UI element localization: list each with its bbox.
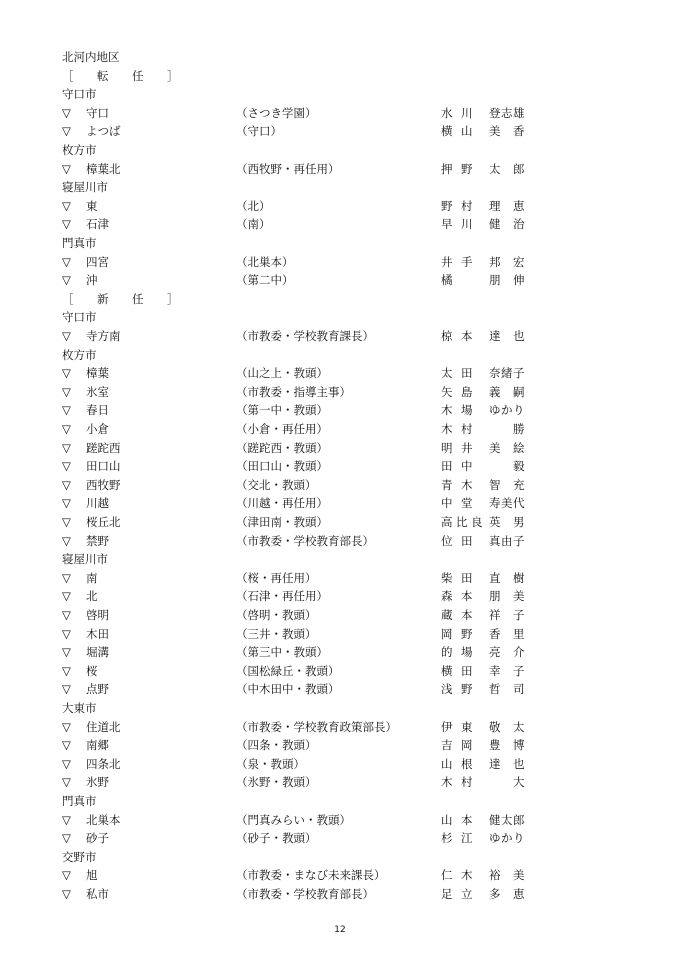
- previous-post: （守口）: [236, 124, 282, 139]
- previous-post: （国松緑丘・教頭）: [236, 663, 340, 678]
- triangle-marker: ▽: [62, 682, 71, 697]
- triangle-marker: ▽: [62, 496, 71, 511]
- list-item: [0, 532, 680, 551]
- triangle-marker: ▽: [62, 812, 71, 827]
- person-name: 水 川 登 志 雄: [441, 105, 525, 120]
- person-name: 蔵 本 祥 子: [441, 608, 525, 622]
- list-item: [0, 773, 680, 792]
- school-name: 樟葉北: [86, 161, 121, 176]
- school-name: 旭: [86, 868, 98, 883]
- school-name: 小倉: [86, 422, 109, 436]
- school-name: 禁野: [86, 533, 109, 548]
- previous-post: （交北・教頭）: [236, 477, 317, 492]
- list-item: [0, 680, 680, 699]
- city-heading: [0, 346, 680, 365]
- list-item: [0, 476, 680, 495]
- person-name: 田 中 毅: [441, 459, 525, 474]
- region-title: 北河内地区: [62, 50, 120, 64]
- list-item: [0, 829, 680, 848]
- triangle-marker: ▽: [62, 570, 71, 585]
- school-name: 南郷: [86, 738, 109, 753]
- previous-post: （啓明・教頭）: [236, 608, 317, 622]
- city-heading: [0, 792, 680, 811]
- triangle-marker: ▽: [62, 533, 71, 548]
- person-name: 位 田 真 由 子: [441, 533, 525, 548]
- triangle-marker: ▽: [62, 868, 71, 883]
- city-heading: [0, 85, 680, 104]
- list-item: [0, 718, 680, 737]
- list-item: [0, 457, 680, 476]
- triangle-marker: ▽: [62, 589, 71, 604]
- previous-post: （泉・教頭）: [236, 756, 305, 771]
- triangle-marker: ▽: [62, 273, 71, 288]
- previous-post: （桜・再任用）: [236, 570, 317, 585]
- school-name: 石津: [86, 217, 109, 232]
- school-name: 南: [86, 570, 98, 585]
- previous-post: （蹉跎西・教頭）: [236, 440, 328, 455]
- triangle-marker: ▽: [62, 719, 71, 734]
- list-item: [0, 866, 680, 885]
- page-number: 12: [334, 925, 346, 935]
- city-name: 枚方市: [62, 347, 97, 362]
- school-name: 北: [86, 589, 98, 604]
- person-name: 木 村 勝: [441, 422, 525, 436]
- triangle-marker: ▽: [62, 756, 71, 771]
- city-name: 門真市: [62, 794, 97, 808]
- person-name: 仁 木 裕 美: [441, 868, 525, 883]
- person-name: 野 村 理 恵: [441, 198, 525, 213]
- city-heading: [0, 848, 680, 867]
- previous-post: （山之上・教頭）: [236, 366, 328, 381]
- list-item: [0, 420, 680, 439]
- list-item: [0, 755, 680, 774]
- city-name: 寝屋川市: [62, 552, 108, 567]
- list-item: [0, 625, 680, 644]
- school-name: よつば: [86, 124, 121, 139]
- school-name: 守口: [86, 105, 109, 120]
- previous-post: （第三中・教頭）: [236, 645, 328, 660]
- person-name: 足 立 多 恵: [441, 887, 525, 901]
- triangle-marker: ▽: [62, 384, 71, 399]
- triangle-marker: ▽: [62, 887, 71, 901]
- school-name: 堀溝: [86, 645, 109, 660]
- previous-post: （西牧野・再任用）: [236, 161, 340, 176]
- school-name: 氷野: [86, 775, 109, 790]
- school-name: 四宮: [86, 254, 109, 269]
- person-name: 橘 朋 伸: [441, 273, 525, 288]
- city-name: 門真市: [62, 236, 97, 250]
- list-item: [0, 327, 680, 346]
- list-item: [0, 439, 680, 458]
- person-name: 押 野 太 郎: [441, 161, 525, 176]
- triangle-marker: ▽: [62, 198, 71, 213]
- triangle-marker: ▽: [62, 105, 71, 120]
- previous-post: （氷野・教頭）: [236, 775, 317, 790]
- previous-post: （田口山・教頭）: [236, 459, 328, 474]
- list-item: [0, 383, 680, 402]
- previous-post: （三井・教頭）: [236, 626, 317, 641]
- previous-post: （北）: [236, 198, 271, 213]
- city-heading: [0, 699, 680, 718]
- school-name: 西牧野: [86, 477, 121, 492]
- previous-post: （南）: [236, 217, 271, 232]
- previous-post: （四条・教頭）: [236, 738, 317, 753]
- section-heading-text: ［ 新 任 ］: [62, 291, 185, 306]
- list-item: [0, 160, 680, 179]
- previous-post: （門真みらい・教頭）: [236, 812, 351, 827]
- triangle-marker: ▽: [62, 422, 71, 436]
- person-name: 杉 江 ゆ か り: [441, 831, 525, 846]
- school-name: 桜: [86, 663, 98, 678]
- person-name: 伊 東 敬 太: [441, 719, 525, 734]
- school-name: 田口山: [86, 459, 121, 474]
- person-name: 太 田 奈 緒 子: [441, 366, 525, 381]
- person-name: 高 比 良 英 男: [441, 515, 525, 529]
- triangle-marker: ▽: [62, 161, 71, 176]
- city-name: 大東市: [62, 701, 97, 715]
- previous-post: （市教委・学校教育部長）: [236, 533, 374, 548]
- school-name: 蹉跎西: [86, 440, 121, 455]
- person-name: 横 田 幸 子: [441, 663, 525, 678]
- triangle-marker: ▽: [62, 459, 71, 474]
- school-name: 東: [86, 198, 98, 213]
- section-heading: [0, 67, 680, 86]
- triangle-marker: ▽: [62, 366, 71, 381]
- school-name: 川越: [86, 496, 109, 511]
- previous-post: （北巣本）: [236, 254, 294, 269]
- city-name: 守口市: [62, 310, 97, 325]
- triangle-marker: ▽: [62, 124, 71, 139]
- list-item: [0, 587, 680, 606]
- triangle-marker: ▽: [62, 403, 71, 418]
- person-name: 早 川 健 治: [441, 217, 525, 232]
- previous-post: （第二中）: [236, 273, 294, 288]
- list-item: [0, 885, 680, 904]
- previous-post: （中木田中・教頭）: [236, 682, 340, 697]
- person-name: 井 手 邦 宏: [441, 254, 525, 269]
- person-name: 木 場 ゆ か り: [441, 403, 525, 418]
- school-name: 春日: [86, 403, 109, 418]
- list-item: [0, 494, 680, 513]
- city-name: 交野市: [62, 849, 97, 864]
- triangle-marker: ▽: [62, 608, 71, 622]
- school-name: 樟葉: [86, 366, 109, 381]
- triangle-marker: ▽: [62, 775, 71, 790]
- list-item: [0, 736, 680, 755]
- person-name: 明 井 美 絵: [441, 440, 525, 455]
- city-heading: [0, 141, 680, 160]
- previous-post: （小倉・再任用）: [236, 422, 328, 436]
- previous-post: （津田南・教頭）: [236, 515, 328, 529]
- list-item: [0, 104, 680, 123]
- city-heading: [0, 550, 680, 569]
- list-item: [0, 513, 680, 532]
- section-heading: [0, 290, 680, 309]
- person-name: 山 本 健 太 郎: [441, 812, 525, 827]
- previous-post: （砂子・教頭）: [236, 831, 317, 846]
- triangle-marker: ▽: [62, 329, 71, 343]
- triangle-marker: ▽: [62, 645, 71, 660]
- school-name: 私市: [86, 887, 109, 901]
- city-name: 守口市: [62, 87, 97, 102]
- person-name: 柴 田 直 樹: [441, 570, 525, 585]
- triangle-marker: ▽: [62, 515, 71, 529]
- previous-post: （市教委・学校教育課長）: [236, 329, 374, 343]
- person-name: 浅 野 哲 司: [441, 682, 525, 697]
- list-item: [0, 569, 680, 588]
- triangle-marker: ▽: [62, 663, 71, 678]
- school-name: 木田: [86, 626, 109, 641]
- list-item: [0, 253, 680, 272]
- triangle-marker: ▽: [62, 440, 71, 455]
- list-item: [0, 364, 680, 383]
- person-name: 青 木 智 充: [441, 477, 525, 492]
- person-name: 矢 島 義 嗣: [441, 384, 525, 399]
- triangle-marker: ▽: [62, 254, 71, 269]
- region-heading: [0, 48, 680, 67]
- previous-post: （市教委・学校教育部長）: [236, 887, 374, 901]
- school-name: 寺方南: [86, 329, 121, 343]
- previous-post: （市教委・指導主事）: [236, 384, 351, 399]
- school-name: 四条北: [86, 756, 121, 771]
- person-name: 的 場 亮 介: [441, 645, 525, 660]
- previous-post: （第一中・教頭）: [236, 403, 328, 418]
- person-name: 森 本 朋 美: [441, 589, 525, 604]
- city-heading: [0, 178, 680, 197]
- school-name: 沖: [86, 273, 98, 288]
- triangle-marker: ▽: [62, 738, 71, 753]
- person-name: 山 根 達 也: [441, 756, 525, 771]
- school-name: 啓明: [86, 608, 109, 622]
- list-item: [0, 401, 680, 420]
- previous-post: （市教委・学校教育政策部長）: [236, 719, 397, 734]
- triangle-marker: ▽: [62, 477, 71, 492]
- list-item: [0, 662, 680, 681]
- triangle-marker: ▽: [62, 217, 71, 232]
- list-item: [0, 811, 680, 830]
- triangle-marker: ▽: [62, 626, 71, 641]
- person-name: 中 堂 寿 美 代: [441, 496, 525, 511]
- list-item: [0, 643, 680, 662]
- school-name: 北巣本: [86, 812, 121, 827]
- list-item: [0, 122, 680, 141]
- list-item: [0, 606, 680, 625]
- previous-post: （石津・再任用）: [236, 589, 328, 604]
- city-heading: [0, 234, 680, 253]
- school-name: 氷室: [86, 384, 109, 399]
- triangle-marker: ▽: [62, 831, 71, 846]
- person-name: 岡 野 香 里: [441, 626, 525, 641]
- previous-post: （川越・再任用）: [236, 496, 328, 511]
- city-name: 枚方市: [62, 143, 97, 157]
- person-name: 吉 岡 豊 博: [441, 738, 525, 753]
- school-name: 砂子: [86, 831, 109, 846]
- school-name: 桜丘北: [86, 515, 121, 529]
- list-item: [0, 215, 680, 234]
- list-item: [0, 271, 680, 290]
- city-heading: [0, 308, 680, 327]
- person-name: 横 山 美 香: [441, 124, 525, 139]
- previous-post: （市教委・まなび未来課長）: [236, 868, 386, 883]
- city-name: 寝屋川市: [62, 180, 108, 195]
- school-name: 点野: [86, 682, 109, 697]
- school-name: 住道北: [86, 719, 121, 734]
- previous-post: （さつき学園）: [236, 105, 317, 120]
- person-name: 木 村 大: [441, 775, 525, 790]
- section-heading-text: ［ 転 任 ］: [62, 68, 185, 83]
- person-name: 椋 本 達 也: [441, 329, 525, 343]
- list-item: [0, 197, 680, 216]
